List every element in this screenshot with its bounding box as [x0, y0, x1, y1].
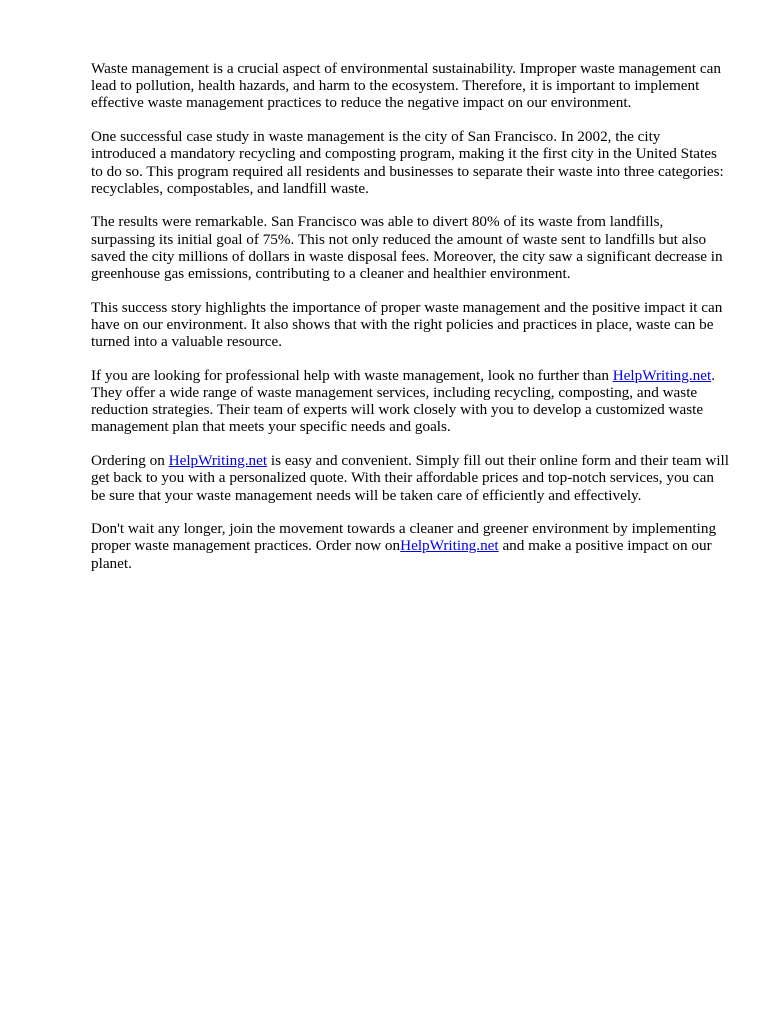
paragraph-text: If you are looking for professional help with waste management, look no further than: [91, 366, 613, 384]
paragraph-case-study: One successful case study in waste management is the city of San Francisco. In 2002, the city introduced a mandatory recycling and composting program, making it the first city in the United States to do so. This program required all residents and businesses to separate their waste into three categories: recyclables, compostables, and landfill waste.: [91, 128, 724, 197]
paragraph-text: . They offer a wide range of waste management services, including recycling, composting, and waste reduction strategies. Their team of experts will work closely with you to develop a customized waste management plan that meets your specific needs and goals.: [91, 366, 716, 436]
paragraph-text: Don't wait any longer, join the movement towards a cleaner and greener environment by implementing proper waste management practices. Order now on: [91, 520, 717, 555]
helpwriting-link[interactable]: HelpWriting.net: [400, 537, 499, 555]
paragraph-intro: Waste management is a crucial aspect of environmental sustainability. Improper waste management can lead to pollution, health hazards, and harm to the ecosystem. Therefore, it is important to implement effective waste management practices to reduce the negative impact on our environment.: [91, 60, 721, 112]
helpwriting-link[interactable]: HelpWriting.net: [612, 366, 712, 384]
paragraph-success-story: This success story highlights the importance of proper waste management and the positive impact it can have on our environment. It also shows that with the right policies and practices in place, waste can be turned into a valuable resource.: [91, 298, 723, 351]
helpwriting-link[interactable]: HelpWriting.net: [168, 452, 268, 470]
paragraph-text: and make a positive impact on our planet.: [91, 537, 712, 572]
paragraph-text: is easy and convenient. Simply fill out their online form and their team will get back to you with a personalized quote. With their affordable prices and top-notch services, you can be sure that your waste management needs will be taken care of efficiently and effectively.: [91, 452, 729, 504]
paragraph-professional-help: [91, 367, 729, 436]
paragraph-call-to-action: [91, 520, 729, 572]
paragraph-results: The results were remarkable. San Francisco was able to divert 80% of its waste from landfills, surpassing its initial goal of 75%. This not only reduced the amount of waste sent to landfills but also saved the city millions of dollars in waste disposal fees. Moreover, the city saw a significant decrease in greenhouse gas emissions, contributing to a cleaner and healthier environment.: [91, 213, 723, 283]
document-body: [91, 60, 729, 588]
paragraph-text: Ordering on: [91, 452, 169, 470]
paragraph-ordering: [91, 452, 729, 504]
